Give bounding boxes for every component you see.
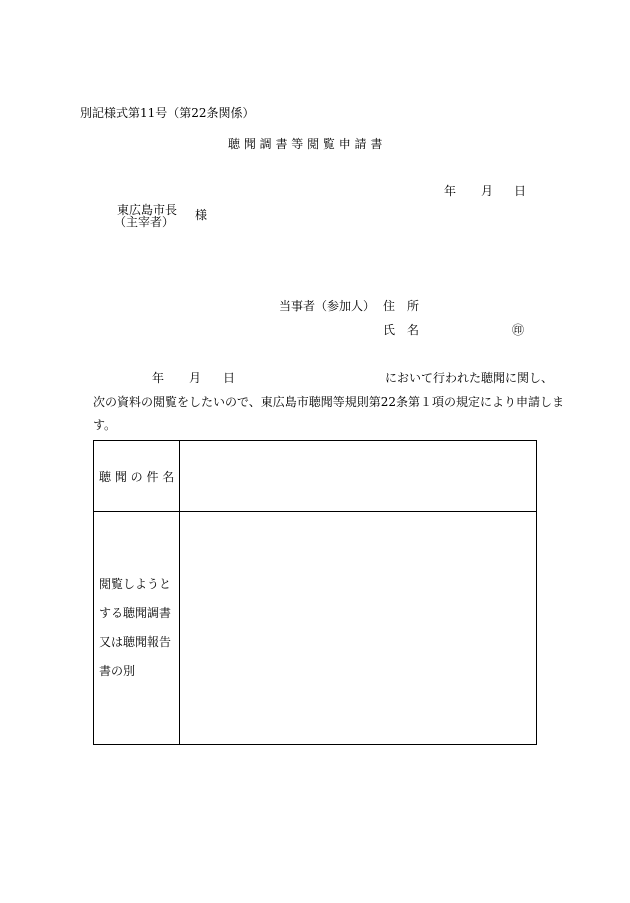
body-line-3: す。 bbox=[93, 418, 117, 432]
form-number: 別記様式第11号（第22条関係） bbox=[80, 106, 255, 120]
applicant-role: 当事者（参加人） bbox=[279, 299, 376, 313]
hearing-date-year: 年 bbox=[152, 371, 165, 385]
hearing-date-day: 日 bbox=[223, 371, 236, 385]
applicant-name-label: 氏 名 bbox=[383, 323, 420, 337]
addressee-name: 東広島市長 bbox=[117, 203, 178, 217]
body-line-1: において行われた聴聞に関し、 bbox=[385, 371, 554, 385]
document-title: 聴 聞 調 書 等 閲 覧 申 請 書 bbox=[228, 137, 383, 151]
applicant-address-label: 住 所 bbox=[383, 299, 420, 313]
subject-field[interactable] bbox=[180, 441, 537, 512]
header-date-month: 月 bbox=[481, 184, 494, 198]
addressee-honorific: 様 bbox=[195, 208, 208, 222]
header-date-day: 日 bbox=[514, 184, 527, 198]
body-line-2: 次の資料の閲覧をしたいので、東広島市聴聞等規則第22条第１項の規定により申請しま bbox=[93, 395, 565, 409]
addressee-role: （主宰者） bbox=[114, 215, 175, 229]
document-type-label: 閲覧しようと する聴聞調書 又は聴聞報告 書の別 bbox=[94, 512, 180, 745]
document-type-field[interactable] bbox=[180, 512, 537, 745]
table-row-subject bbox=[94, 441, 537, 512]
seal-mark: ㊞ bbox=[512, 323, 525, 337]
header-date-year: 年 bbox=[444, 184, 457, 198]
hearing-date-month: 月 bbox=[189, 371, 202, 385]
application-table bbox=[93, 440, 537, 745]
subject-label: 聴 聞 の 件 名 bbox=[94, 441, 180, 512]
table-row-document-type bbox=[94, 512, 537, 745]
